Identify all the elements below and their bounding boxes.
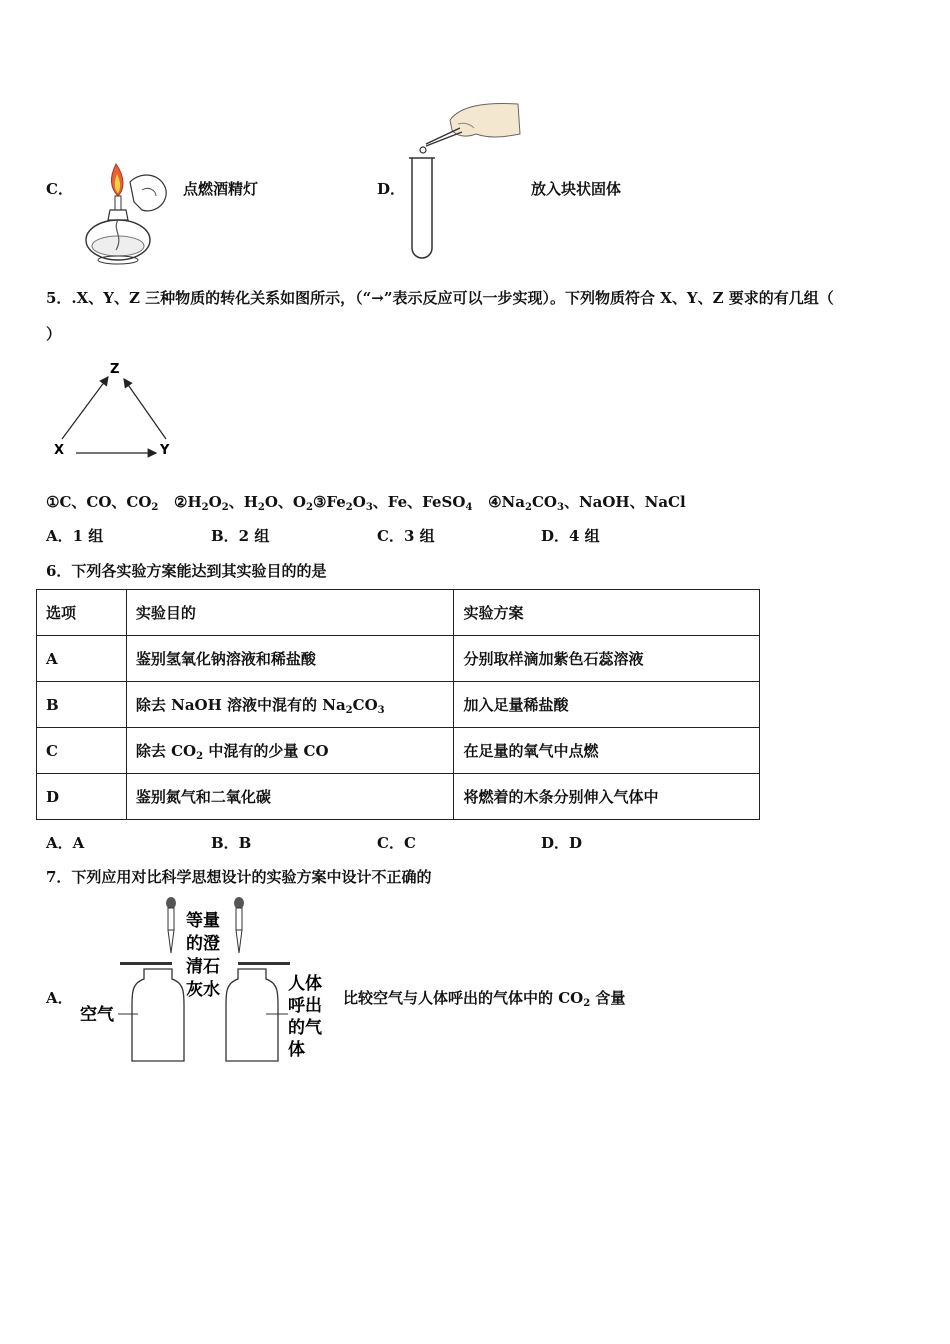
label-limewater-2: 的澄 [186,934,220,954]
q7-option-a-caption: 比较空气与人体呼出的气体中的 $CO_2$ 含量 [343,989,626,1009]
label-breath-4: 体 [288,1040,305,1060]
arrow-x-to-z [62,377,108,439]
header-option: 选项 [37,590,127,636]
q6-choice-d[interactable]: D．D [541,834,583,852]
q7-stem: 7．下列应用对比科学思想设计的实验方案中设计不正确的 [46,868,432,886]
table-header-row [37,590,760,636]
diagram-label-y: Y [160,443,170,458]
q4-option-d-caption: 放入块状固体 [531,180,622,198]
table-row: A 鉴别氢氧化钠溶液和稀盐酸 分别取样滴加紫色石蕊溶液 [37,636,760,682]
q4-option-c-letter: C． [46,180,73,198]
label-breath-2: 呼出 [288,996,322,1016]
table-row: D 鉴别氮气和二氧化碳 将燃着的木条分别伸入气体中 [37,774,760,820]
bottle-right [226,969,278,1061]
label-limewater-1: 等量 [186,911,220,931]
arrow-y-to-z [124,379,166,439]
header-plan: 实验方案 [454,590,760,636]
q5-groups: ①C、CO、$CO_2$ $②H_2O_2$、$H_2O$、$O_2③Fe_2O_3$、Fe、FeSO$_4$ $④Na_2CO_3$、NaOH、NaCl [46,493,686,513]
q6-choice-a[interactable]: A．A [46,834,85,852]
bottle-left [132,969,184,1061]
q6-choice-b[interactable]: B．B [211,834,252,852]
xyz-conversion-diagram [44,355,184,465]
label-air: 空气 [80,1005,114,1025]
q5-choice-c[interactable]: C．3 组 [377,527,435,545]
q6-table [36,589,760,820]
diagram-label-z: Z [110,362,120,377]
q5-stem-line2: ） [46,325,62,343]
alcohol-lamp-illustration [82,160,177,268]
dropper-right-icon [234,897,244,953]
table-row: C 除去 $CO_2$ 中混有的少量 CO 在足量的氧气中点燃 [37,728,760,774]
label-breath-1: 人体 [288,974,322,994]
q4-option-c-caption: 点燃酒精灯 [183,180,259,198]
q5-choice-a[interactable]: A．1 组 [46,527,104,545]
q5-choice-d[interactable]: D．4 组 [541,527,600,545]
dropper-left-icon [166,897,176,953]
q4-option-d-letter: D． [377,180,406,198]
q5-choice-b[interactable]: B．2 组 [211,527,270,545]
label-limewater-4: 灰水 [186,980,220,1000]
q7-option-a-letter: A． [46,989,73,1007]
header-purpose: 实验目的 [126,590,454,636]
co2-comparison-illustration [76,893,336,1068]
q5-stem-line1: 5．.X、Y、Z 三种物质的转化关系如图所示，（“→”表示反应可以一步实现）。下列物质符合 X、Y、Z 要求的有几组（ [46,289,834,307]
label-limewater-3: 清石 [186,957,220,977]
table-row: B 除去 NaOH 溶液中混有的 $Na_2CO_3$ 加入足量稀盐酸 [37,682,760,728]
diagram-label-x: X [54,443,65,458]
label-breath-3: 的气 [288,1018,322,1038]
test-tube-illustration [404,98,524,268]
q6-stem: 6．下列各实验方案能达到其实验目的的是 [46,562,327,580]
q6-choice-c[interactable]: C．C [377,834,416,852]
